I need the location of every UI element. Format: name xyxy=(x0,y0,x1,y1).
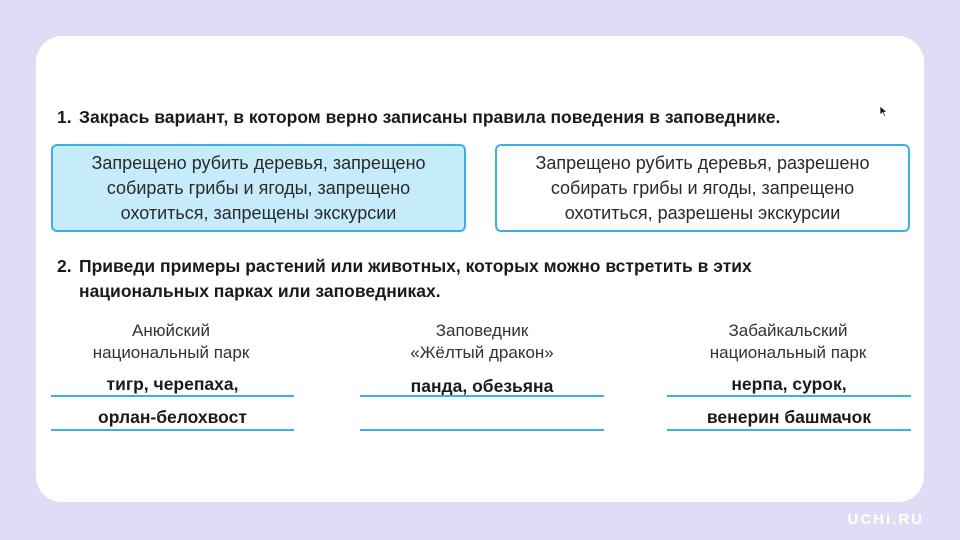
park-3-answer-1[interactable]: нерпа, сурок, xyxy=(731,374,847,394)
park-2-answer-line-1 xyxy=(360,395,604,397)
task2-number: 2. xyxy=(57,256,72,276)
task1-number: 1. xyxy=(57,107,72,127)
task2-title xyxy=(57,254,917,304)
task2-line-2: национальных парках или заповедниках. xyxy=(79,281,441,301)
park-2-answer-line-2 xyxy=(360,429,604,431)
park-1-answer-line-2 xyxy=(51,429,294,431)
park-3-name: Забайкальский национальный парк xyxy=(709,321,867,362)
park-3-answer-line-2 xyxy=(667,429,911,431)
option-1-line-1: Запрещено рубить деревья, запрещено xyxy=(91,152,426,173)
option-1-line-3: охотиться, запрещены экскурсии xyxy=(120,202,397,223)
uchi-ru-logo: UCHi.RU xyxy=(847,511,924,528)
mouse-cursor-icon xyxy=(880,106,888,118)
park-2-answer-1[interactable]: панда, обезьяна xyxy=(410,376,554,396)
option-1-line-2: собирать грибы и ягоды, запрещено xyxy=(106,177,411,198)
park-2-name: Заповедник «Жёлтый дракон» xyxy=(410,321,554,362)
option-2-line-2: собирать грибы и ягоды, запрещено xyxy=(550,177,855,198)
option-1[interactable] xyxy=(51,144,466,232)
park-3-answer-2[interactable]: венерин башмачок xyxy=(706,407,872,427)
task1-text: Закрась вариант, в котором верно записаны правила поведения в заповеднике. xyxy=(79,107,781,127)
option-2-line-3: охотиться, разрешены экскурсии xyxy=(564,202,841,223)
option-2[interactable] xyxy=(495,144,910,232)
park-1-answer-line-1 xyxy=(51,395,294,397)
park-1-answer-2[interactable]: орлан-белохвост xyxy=(98,407,247,427)
park-1-answer-1[interactable]: тигр, черепаха, xyxy=(106,374,239,394)
task2-line-1: Приведи примеры растений или животных, которых можно встретить в этих xyxy=(79,256,752,276)
park-3-answer-line-1 xyxy=(667,395,911,397)
park-1-name: Анюйский национальный парк xyxy=(92,321,250,362)
option-2-line-1: Запрещено рубить деревья, разрешено xyxy=(535,152,870,173)
task1-title xyxy=(57,105,917,129)
